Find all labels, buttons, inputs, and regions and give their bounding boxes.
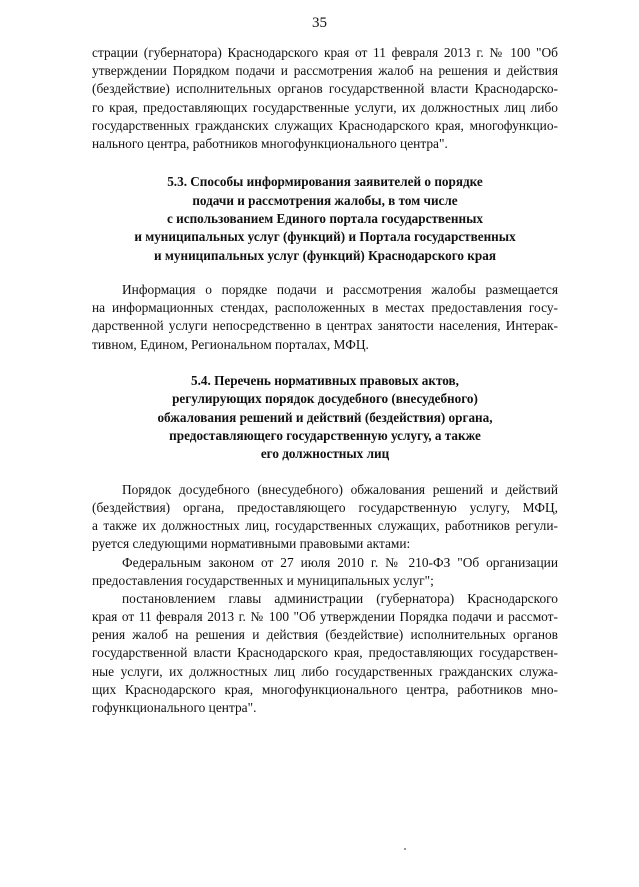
- heading-line: предоставляющего государственную услугу, а также: [169, 428, 481, 443]
- heading-line: подачи и рассмотрения жалобы, в том числе: [192, 192, 458, 208]
- section-5-3-paragraph: [92, 281, 558, 354]
- paragraph-line: постановлением главы администрации (губернатора) Краснодарского: [122, 590, 558, 606]
- paragraph-line: руется следующими нормативными правовыми актами:: [92, 536, 411, 552]
- page-number: 35: [312, 15, 327, 31]
- heading-line: и муниципальных услуг (функций) и Портала государственных: [134, 229, 516, 245]
- heading-line: 5.4. Перечень нормативных правовых актов,: [191, 372, 459, 388]
- spacer: [92, 354, 558, 372]
- intro-line: утверждении Порядком подачи и рассмотрения жалоб на решения и действия: [92, 63, 558, 79]
- heading-line: регулирующих порядок досудебного (внесудебного): [172, 391, 478, 407]
- intro-line: (бездействие) исполнительных органов государственной власти Краснодарско-: [92, 81, 558, 97]
- document-content: [92, 44, 558, 717]
- spacer: [92, 153, 558, 173]
- heading-line: и муниципальных услуг (функций) Краснодарского края: [154, 247, 496, 263]
- paragraph-line: гофункционального центра".: [92, 700, 257, 716]
- paragraph-line: ные услуги, их должностных лиц либо государственных гражданских служа-: [92, 663, 558, 679]
- paragraph-line: предоставления государственных и муниципальных услуг";: [92, 572, 434, 588]
- paragraph-line: Информация о порядке подачи и рассмотрения жалобы размещается: [122, 282, 558, 298]
- paragraph-line: рения жалоб на решения и действия (бездействие) исполнительных органов: [92, 627, 558, 643]
- scan-speck: [404, 848, 406, 850]
- heading-line: обжалования решений и действий (бездействия) органа,: [157, 409, 493, 425]
- paragraph-line: тивном, Едином, Региональном порталах, МФЦ.: [92, 336, 369, 352]
- paragraph-line: Порядок досудебного (внесудебного) обжалования решений и действий: [122, 481, 558, 497]
- heading-line: с использованием Единого портала государственных: [166, 210, 483, 226]
- intro-line: нального центра, работников многофункционального центра".: [92, 135, 448, 151]
- section-5-4-paragraph-3: [92, 590, 558, 717]
- intro-line: го края, предоставляющих государственные услуги, их должностных лиц либо: [92, 99, 558, 115]
- section-5-4-paragraph-2: [92, 554, 558, 590]
- section-5-4-heading: [92, 372, 558, 464]
- intro-paragraph: [92, 44, 558, 153]
- intro-line: страции (губернатора) Краснодарского края от 11 февраля 2013 г. № 100 "Об: [92, 45, 558, 60]
- paragraph-line: (бездействия) органа, предоставляющего государственную услугу, МФЦ,: [92, 499, 558, 515]
- paragraph-line: на информационных стендах, расположенных в местах предоставления госу-: [92, 300, 558, 316]
- paragraph-line: дарственной услуги непосредственно в центрах занятости населения, Интерак-: [92, 318, 558, 334]
- paragraph-line: а также их должностных лиц, государственных служащих, работников регули-: [92, 518, 558, 534]
- intro-line: государственных гражданских служащих Краснодарского края, многофункцио-: [92, 117, 558, 133]
- paragraph-line: края от 11 февраля 2013 г. № 100 "Об утверждении Порядка подачи и рассмот-: [92, 609, 558, 625]
- paragraph-line: щих Краснодарского края, многофункционального центра, работников мно-: [92, 681, 558, 697]
- paragraph-line: государственной власти Краснодарского края, предоставляющих государствен-: [92, 645, 558, 661]
- section-5-4-paragraph-1: [92, 481, 558, 554]
- spacer: [92, 464, 558, 481]
- spacer: [92, 265, 558, 281]
- heading-line: его должностных лиц: [260, 446, 390, 462]
- section-5-3-heading: [92, 173, 558, 265]
- paragraph-line: Федеральным законом от 27 июля 2010 г. № 210-ФЗ "Об организации: [122, 554, 558, 570]
- heading-line: 5.3. Способы информирования заявителей о порядке: [167, 174, 483, 190]
